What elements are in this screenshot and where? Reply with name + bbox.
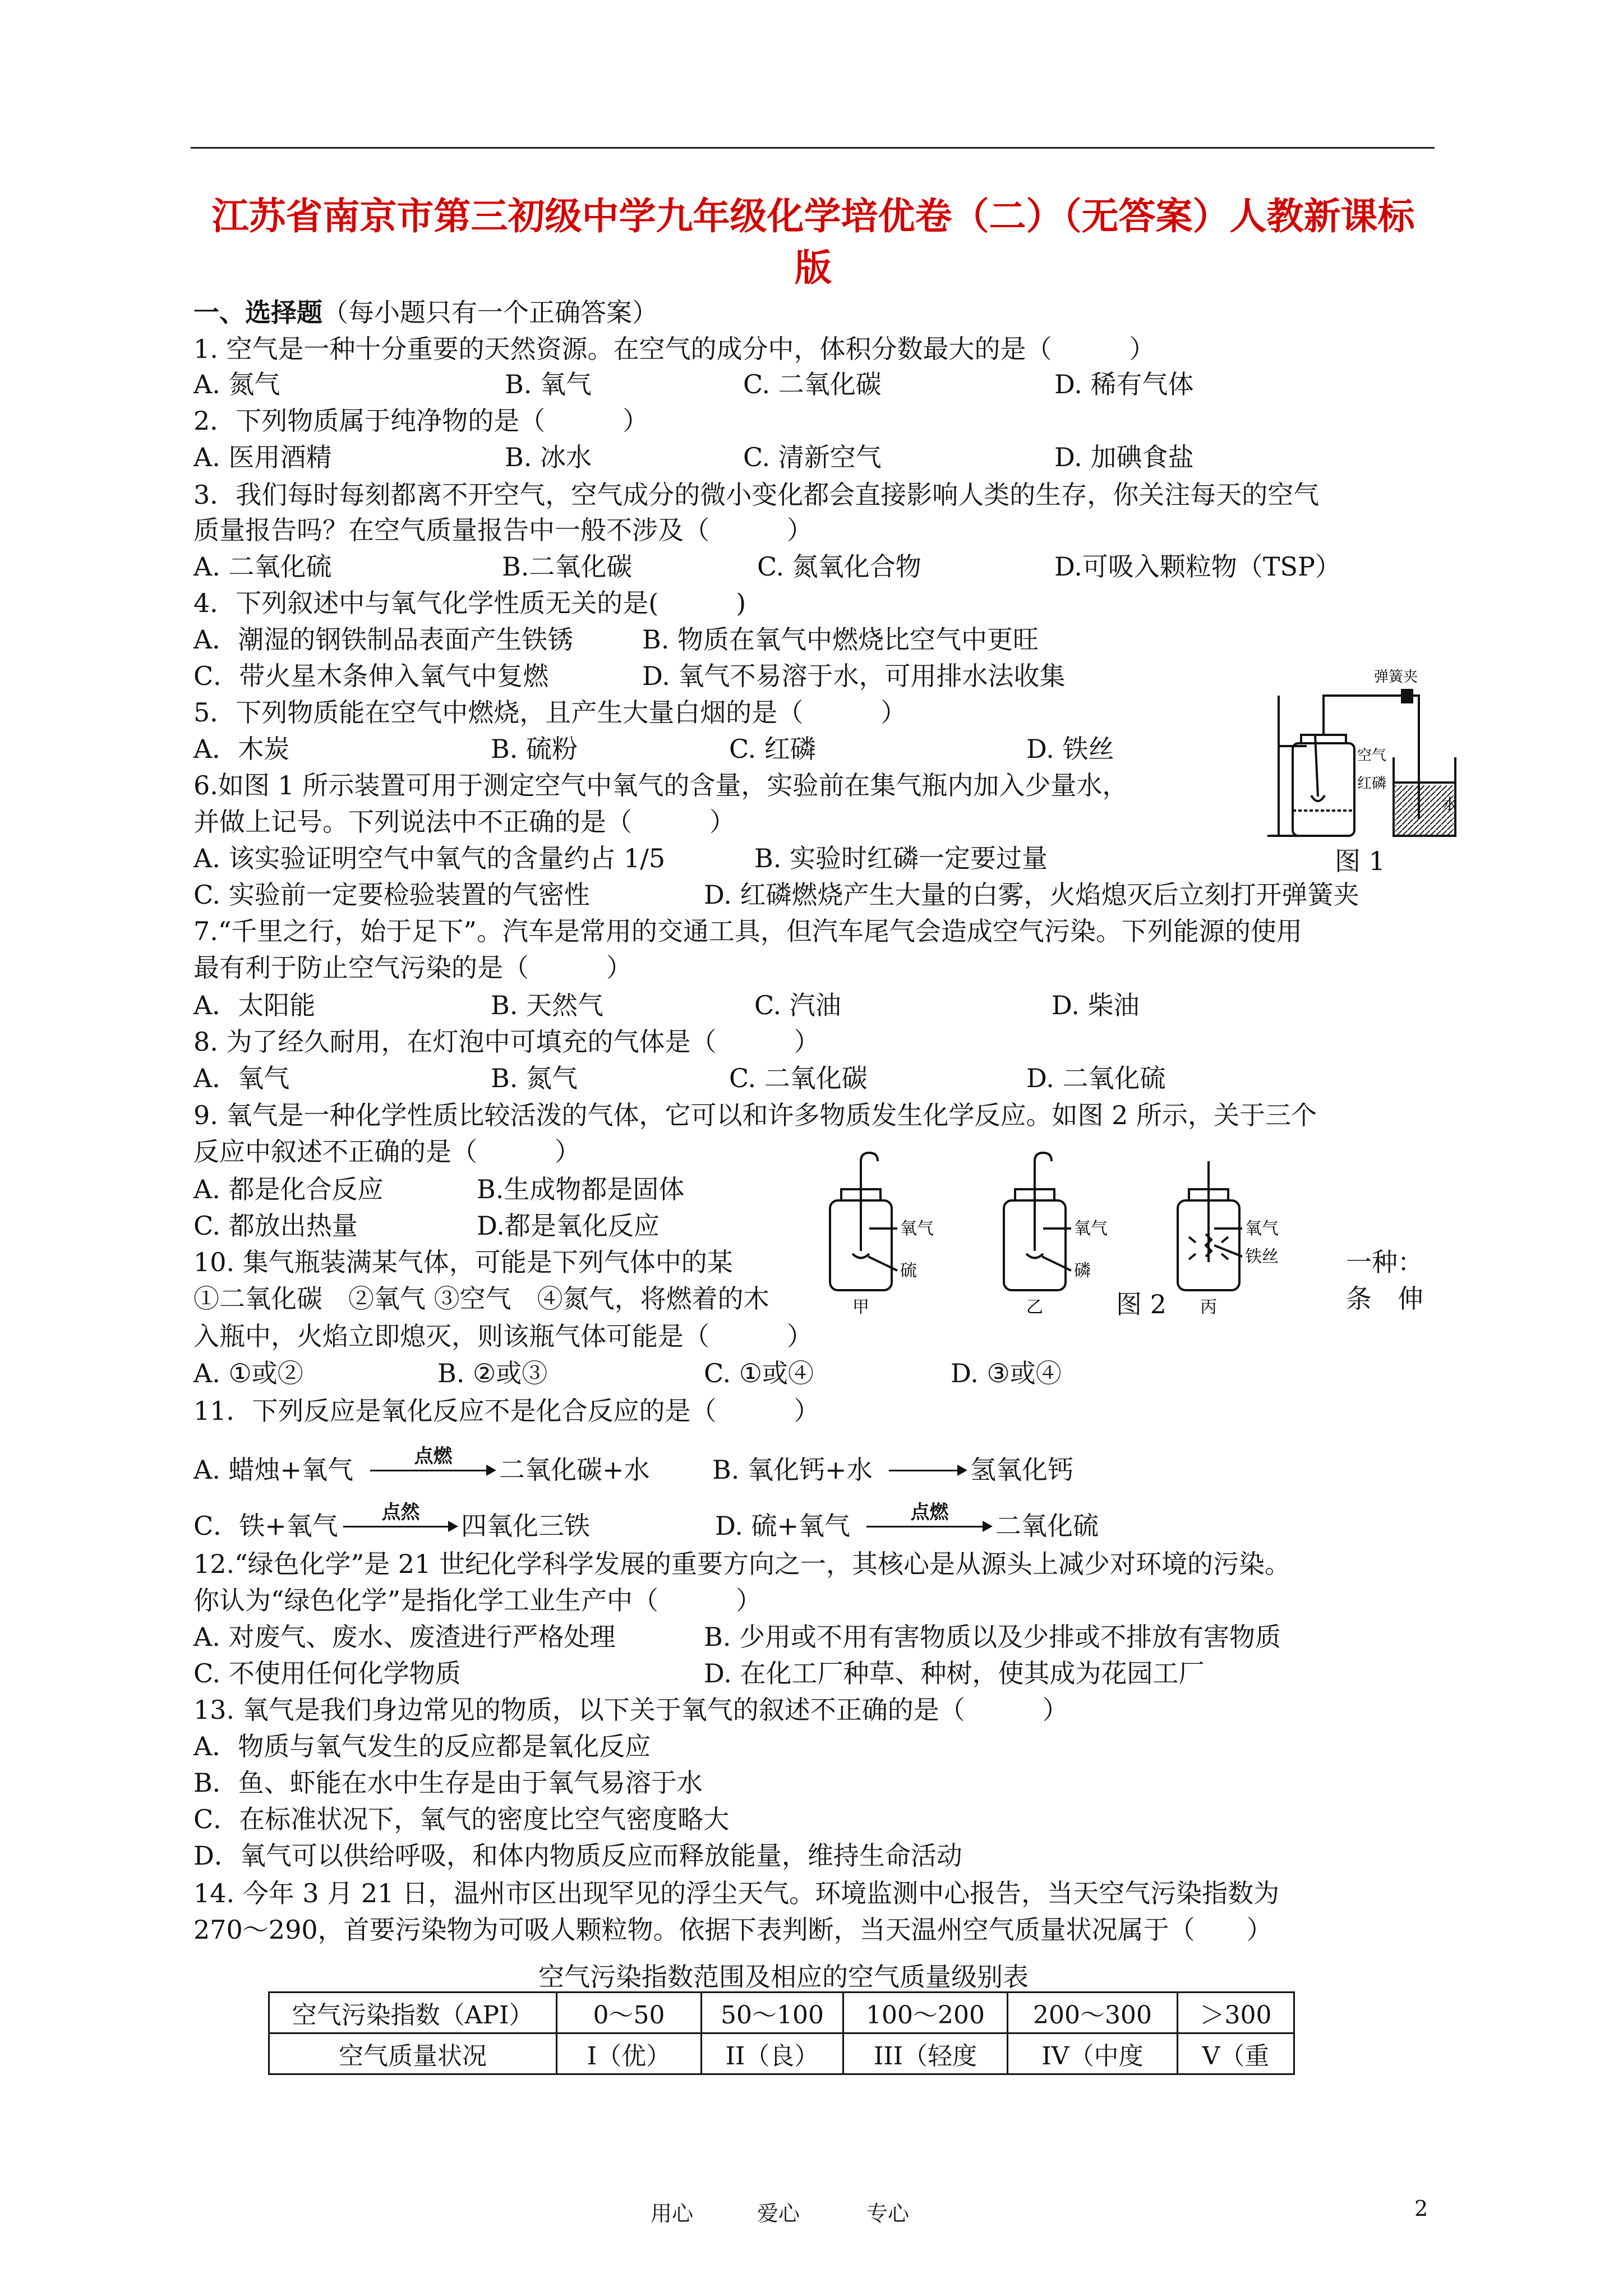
q12-option-a: A. 对废气、废水、废渣进行严格处理 — [193, 1622, 616, 1652]
q1-stem: 1. 空气是一种十分重要的天然资源。在空气的成分中，体积分数最大的是（ ） — [193, 334, 1155, 364]
q7-stem-line1: 7.“千里之行，始于足下”。汽车是常用的交通工具，但汽车尾气会造成空气污染。下列能源的使用 — [193, 916, 1302, 946]
q7-option-b: B. 天然气 — [491, 990, 604, 1020]
q11-stem: 11．下列反应是氧化反应不是化合反应的是（ ） — [193, 1396, 820, 1426]
q8-stem: 8. 为了经久耐用，在灯泡中可填充的气体是（ ） — [193, 1027, 820, 1057]
q13-stem: 13. 氧气是我们身边常见的物质，以下关于氧气的叙述不正确的是（ ） — [193, 1695, 1068, 1725]
q4-option-c: C．带火星木条伸入氧气中复燃 — [193, 661, 549, 691]
table-row — [269, 2033, 1294, 2074]
section-note: （每小题只有一个正确答案） — [322, 297, 658, 328]
q2-option-d: D. 加碘食盐 — [1054, 442, 1194, 472]
q11-option-b-arrow — [889, 1453, 967, 1487]
figure2-caption: 图 2 — [1116, 1289, 1166, 1319]
q10-stem-line1b: 一种： — [1346, 1247, 1423, 1277]
q9-option-c: C. 都放出热量 — [193, 1211, 358, 1241]
q7-option-d: D. 柴油 — [1052, 990, 1140, 1020]
figure1-water-label: 水 — [1442, 796, 1458, 813]
q11-option-d-left: D. 硫+氧气 — [715, 1511, 851, 1541]
q3-option-b: B.二氧化碳 — [502, 551, 633, 582]
q14-stem-line1: 14. 今年 3 月 21 日，温州市区出现罕见的浮尘天气。环境监测中心报告，当天空气污染指数为 — [193, 1878, 1280, 1908]
q10-stem-line3: 入瓶中，火焰立即熄灭，则该瓶气体可能是（ ） — [193, 1321, 813, 1351]
footer-word-1: 用心 — [651, 2201, 694, 2226]
q11-option-a-arrow — [370, 1445, 496, 1487]
q6-stem-line1: 6.如图 1 所示装置可用于测定空气中氧气的含量，实验前在集气瓶内加入少量水， — [193, 770, 1128, 800]
q10-stem-line2b: 条 伸 — [1346, 1283, 1423, 1314]
q6-stem-line2: 并做上记号。下列说法中不正确的是（ ） — [193, 807, 735, 837]
section-title: 一、选择题 — [193, 297, 322, 328]
table-cell: 100～200 — [843, 1993, 1008, 2033]
q1-option-b: B. 氧气 — [505, 369, 592, 399]
q11-option-c-condition: 点然 — [381, 1501, 420, 1524]
figure2-jar1-gas: 氧气 — [900, 1219, 934, 1239]
q5-option-d: D. 铁丝 — [1026, 734, 1114, 764]
table-cell: IV（中度 — [1008, 2033, 1178, 2074]
q7-stem-line2: 最有利于防止空气污染的是（ ） — [193, 953, 632, 983]
figure2-jar2-substance: 磷 — [1074, 1261, 1091, 1281]
q11-option-d-right: 二氧化硫 — [995, 1511, 1099, 1541]
page-number: 2 — [1414, 2196, 1428, 2221]
table-cell: ＞300 — [1178, 1993, 1294, 2033]
q5-stem: 5．下列物质能在空气中燃烧，且产生大量白烟的是（ ） — [193, 697, 907, 728]
table-row — [269, 1993, 1294, 2033]
figure2-jar1-name: 甲 — [852, 1297, 869, 1317]
q13-option-c: C．在标准状况下，氧气的密度比空气密度略大 — [193, 1804, 730, 1834]
figure2-jar2-gas: 氧气 — [1074, 1219, 1108, 1239]
q8-option-a: A．氧气 — [193, 1063, 290, 1093]
q13-option-b: B．鱼、虾能在水中生存是由于氧气易溶于水 — [193, 1768, 703, 1798]
header-rule — [191, 147, 1435, 149]
figure2-jar3-gas: 氧气 — [1245, 1219, 1279, 1239]
q3-option-c: C. 氮氧化合物 — [757, 551, 921, 582]
table-cell: 空气质量状况 — [269, 2033, 557, 2074]
q2-option-c: C. 清新空气 — [743, 442, 882, 472]
q6-option-a: A. 该实验证明空气中氧气的含量约占 1/5 — [193, 843, 666, 873]
q3-stem-line1: 3．我们每时每刻都离不开空气，空气成分的微小变化都会直接影响人类的生存，你关注每天的空气 — [193, 480, 1320, 510]
table-cell: 0～50 — [557, 1993, 702, 2033]
footer-word-3: 专心 — [866, 2201, 910, 2226]
figure2-jar1-substance: 硫 — [900, 1261, 917, 1281]
q11-option-d-condition: 点燃 — [910, 1501, 949, 1524]
q5-option-b: B. 硫粉 — [491, 734, 578, 764]
q12-stem-line2: 你认为“绿色化学”是指化学工业生产中（ ） — [193, 1585, 762, 1616]
q10-option-a: A. ①或② — [193, 1358, 303, 1388]
q2-option-a: A. 医用酒精 — [193, 442, 332, 472]
figure2-jar3-substance: 铁丝 — [1245, 1247, 1279, 1267]
figure2-apparatus — [819, 1150, 1346, 1318]
q10-option-c: C. ①或④ — [704, 1358, 814, 1388]
q9-option-a: A. 都是化合反应 — [193, 1174, 384, 1204]
q10-stem-line1a: 10. 集气瓶装满某气体，可能是下列气体中的某 — [193, 1247, 733, 1277]
table-cell: 50～100 — [702, 1993, 843, 2033]
page-title-line1: 江苏省南京市第三初级中学九年级化学培优卷（二）（无答案）人教新课标 — [211, 194, 1415, 238]
q2-option-b: B. 冰水 — [505, 442, 592, 472]
q6-option-b: B. 实验时红磷一定要过量 — [754, 843, 1048, 873]
footer-word-2: 爱心 — [757, 2201, 800, 2226]
q3-stem-line2: 质量报告吗？在空气质量报告中一般不涉及（ ） — [193, 515, 813, 545]
table-cell: 空气污染指数（API） — [269, 1993, 557, 2033]
figure2-jar2-name: 乙 — [1026, 1297, 1043, 1317]
q11-option-b-right: 氢氧化钙 — [970, 1455, 1073, 1485]
q4-option-a: A．潮湿的钢铁制品表面产生铁锈 — [193, 624, 574, 655]
q13-option-a: A．物质与氧气发生的反应都是氧化反应 — [193, 1731, 651, 1761]
table-cell: II（良） — [702, 2033, 843, 2074]
page-title-line2: 版 — [795, 246, 832, 289]
figure1-caption: 图 1 — [1335, 846, 1385, 876]
q14-stem-line2: 270～290，首要污染物为可吸人颗粒物。依据下表判断，当天温州空气质量状况属于（ ） — [193, 1915, 1272, 1945]
q7-option-c: C. 汽油 — [754, 990, 841, 1020]
q8-option-c: C. 二氧化碳 — [729, 1063, 868, 1093]
table-cell: III（轻度 — [843, 2033, 1008, 2074]
q7-option-a: A．太阳能 — [193, 990, 316, 1020]
q5-option-a: A．木炭 — [193, 734, 290, 764]
q13-option-d: D．氧气可以供给呼吸，和体内物质反应而释放能量，维持生命活动 — [193, 1841, 962, 1871]
table-cell: V（重 — [1178, 2033, 1294, 2074]
q3-option-d: D.可吸入颗粒物（TSP） — [1054, 551, 1341, 582]
table-cell: I（优） — [557, 2033, 702, 2074]
q11-option-c-left: C．铁+氧气 — [193, 1511, 338, 1541]
q8-option-b: B. 氮气 — [491, 1063, 578, 1093]
q6-option-c: C. 实验前一定要检验装置的气密性 — [193, 880, 590, 910]
q9-stem-line2: 反应中叙述不正确的是（ ） — [193, 1137, 580, 1167]
q12-option-d: D. 在化工厂种草、种树，使其成为花园工厂 — [704, 1658, 1205, 1688]
q11-option-a-condition: 点燃 — [414, 1445, 453, 1467]
q1-option-d: D. 稀有气体 — [1054, 369, 1194, 399]
figure2-jar3-name: 丙 — [1200, 1297, 1217, 1317]
q1-option-a: A. 氮气 — [193, 369, 280, 399]
figure1-phosphorus-label: 红磷 — [1357, 775, 1387, 792]
table-cell: 200～300 — [1008, 1993, 1178, 2033]
q11-option-c-right: 四氧化三铁 — [461, 1511, 590, 1541]
q12-option-b: B. 少用或不用有害物质以及少排或不排放有害物质 — [704, 1622, 1281, 1652]
figure1-clamp-label: 弹簧夹 — [1374, 669, 1418, 685]
q12-stem-line1: 12.“绿色化学”是 21 世纪化学科学发展的重要方向之一，其核心是从源头上减少对环境的污染。 — [193, 1549, 1290, 1579]
q11-option-a-right: 二氧化碳+水 — [499, 1455, 650, 1485]
q5-option-c: C. 红磷 — [729, 734, 816, 764]
q9-stem-line1: 9. 氧气是一种化学性质比较活泼的气体，它可以和许多物质发生化学反应。如图 2 所示，关于三个 — [193, 1100, 1317, 1130]
q12-option-c: C. 不使用任何化学物质 — [193, 1658, 461, 1688]
q4-option-d: D. 氧气不易溶于水，可用排水法收集 — [642, 661, 1066, 691]
q9-option-d: D.都是氧化反应 — [477, 1211, 660, 1241]
q11-option-a-left: A. 蜡烛+氧气 — [193, 1455, 354, 1485]
q4-stem: 4．下列叙述中与氧气化学性质无关的是( ) — [193, 588, 746, 618]
q3-option-a: A. 二氧化硫 — [193, 551, 332, 582]
q1-option-c: C. 二氧化碳 — [743, 369, 882, 399]
q9-option-b: B.生成物都是固体 — [477, 1174, 685, 1204]
q11-option-c-arrow — [343, 1501, 458, 1543]
figure1-air-label: 空气 — [1357, 747, 1387, 764]
q11-option-b-left: B. 氧化钙+水 — [712, 1455, 873, 1485]
q10-option-b: B. ②或③ — [437, 1358, 548, 1388]
q11-option-d-arrow — [866, 1501, 993, 1543]
q8-option-d: D. 二氧化硫 — [1026, 1063, 1166, 1093]
q2-stem: 2．下列物质属于纯净物的是（ ） — [193, 406, 649, 436]
section-heading — [193, 296, 658, 329]
api-table — [268, 1991, 1295, 2075]
q10-option-d: D. ③或④ — [951, 1358, 1062, 1388]
table-caption: 空气污染指数范围及相应的空气质量级别表 — [538, 1962, 1029, 1992]
figure1-apparatus — [1262, 662, 1464, 847]
q10-stem-line2a: ①二氧化碳 ②氧气 ③空气 ④氮气，将燃着的木 — [193, 1283, 769, 1314]
q6-option-d: D. 红磷燃烧产生大量的白雾，火焰熄灭后立刻打开弹簧夹 — [704, 880, 1359, 910]
q4-option-b: B. 物质在氧气中燃烧比空气中更旺 — [642, 624, 1039, 655]
